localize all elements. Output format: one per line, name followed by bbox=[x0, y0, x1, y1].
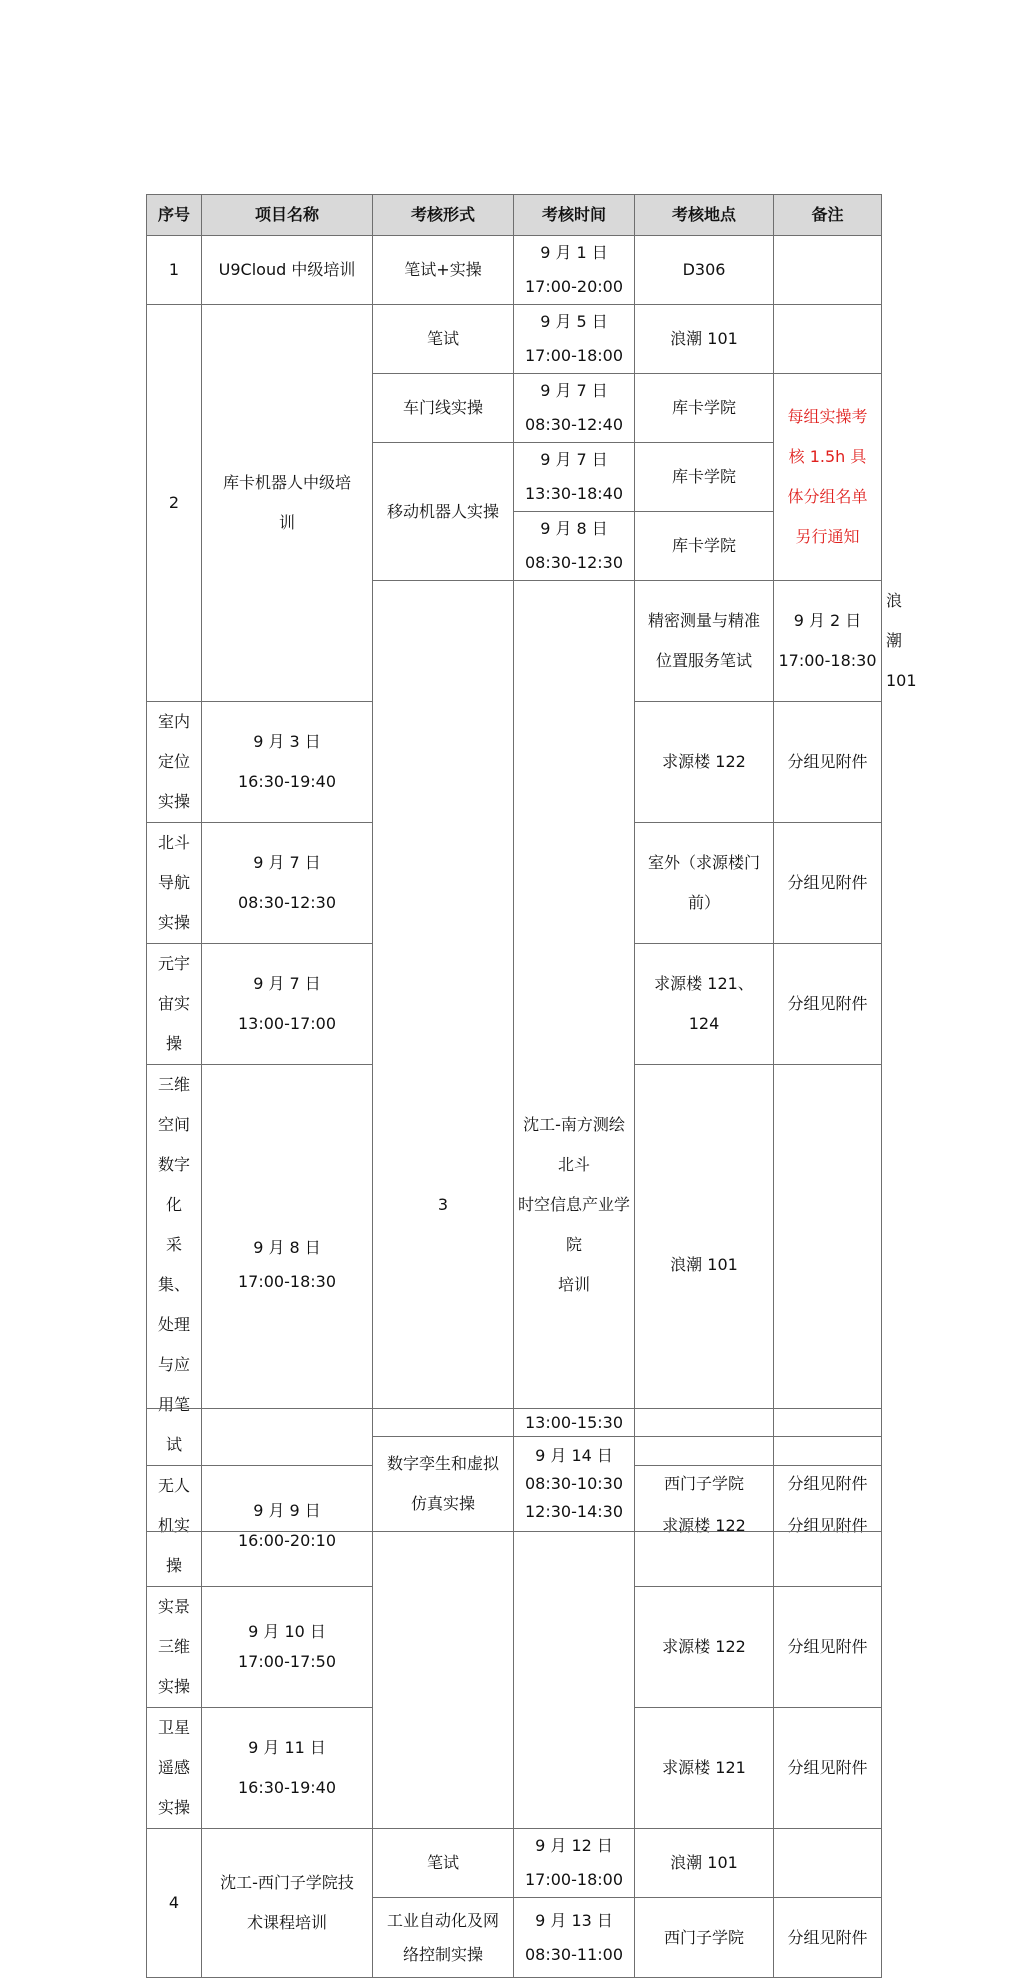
exam-schedule-table bbox=[146, 194, 917, 1978]
cell-time: 9 月 7 日 08:30-12:40 bbox=[514, 374, 635, 443]
cell-form: 卫星遥感实操 bbox=[147, 1708, 202, 1829]
header-row bbox=[147, 195, 882, 236]
cell-place: 求源楼 122 bbox=[635, 702, 774, 823]
cell-place: 求源楼 121 bbox=[635, 1708, 774, 1829]
header-project: 项目名称 bbox=[202, 195, 373, 236]
cell-note: 分组见附件 bbox=[774, 1437, 882, 1532]
cell-form: 三维空间数字化 采集、处理与应 用笔试 bbox=[147, 1065, 202, 1466]
cell-place: 西门子学院 bbox=[635, 1437, 774, 1532]
cell-note: 分组见附件 bbox=[774, 944, 882, 1065]
cell-time: 9 月 7 日 13:30-18:40 bbox=[514, 443, 635, 512]
cell-time: 9 月 7 日 08:30-12:30 bbox=[202, 823, 373, 944]
cell-note: 分组见附件 bbox=[774, 1898, 882, 1978]
cell-place: 求源楼 122 bbox=[635, 1587, 774, 1708]
table-row bbox=[147, 305, 882, 374]
cell-place: 西门子学院 bbox=[635, 1898, 774, 1978]
cell-form: 工业自动化及网 络控制实操 bbox=[373, 1898, 514, 1978]
cell-note: 分组见附件 bbox=[774, 1466, 882, 1587]
header-note: 备注 bbox=[774, 195, 882, 236]
cell-form: 精密测量与精准 位置服务笔试 bbox=[635, 581, 774, 702]
header-no: 序号 bbox=[147, 195, 202, 236]
cell-time: 9 月 10 日 17:00-17:50 bbox=[202, 1587, 373, 1708]
cell-form: 移动机器人实操 bbox=[373, 443, 514, 581]
cell-time: 13:00-15:30 bbox=[514, 1409, 635, 1437]
header-form: 考核形式 bbox=[373, 195, 514, 236]
cell-time: 9 月 12 日 17:00-18:00 bbox=[514, 1829, 635, 1898]
cell-time: 9 月 2 日 17:00-18:30 bbox=[774, 581, 882, 702]
table-row bbox=[147, 1829, 882, 1898]
cell-no: 3 bbox=[373, 581, 514, 1829]
cell-note bbox=[774, 236, 882, 305]
cell-place bbox=[635, 1409, 774, 1437]
cell-form: 笔试+实操 bbox=[373, 236, 514, 305]
cell-place: 库卡学院 bbox=[635, 374, 774, 443]
cell-time: 9 月 8 日 08:30-12:30 bbox=[514, 512, 635, 581]
cell-project bbox=[202, 1409, 373, 1532]
cell-note: 分组见附件 bbox=[774, 1708, 882, 1829]
header-time: 考核时间 bbox=[514, 195, 635, 236]
cell-place: 室外（求源楼门 前） bbox=[635, 823, 774, 944]
cell-note: 分组见附件 bbox=[774, 702, 882, 823]
cell-place: 求源楼 122 bbox=[635, 1466, 774, 1587]
cell-form bbox=[373, 1409, 514, 1437]
cell-no bbox=[147, 1409, 202, 1532]
cell-place: D306 bbox=[635, 236, 774, 305]
cell-time: 9 月 3 日 16:30-19:40 bbox=[202, 702, 373, 823]
table-row bbox=[147, 236, 882, 305]
cell-project: 沈工-南方测绘北斗 时空信息产业学院 培训 bbox=[514, 581, 635, 1829]
cell-note: 分组见附件 bbox=[774, 1587, 882, 1708]
cell-place: 求源楼 121、 124 bbox=[635, 944, 774, 1065]
cell-form: 元宇宙实操 bbox=[147, 944, 202, 1065]
cell-note bbox=[774, 1829, 882, 1898]
cell-note-highlight: 每组实操考 核 1.5h 具 体分组名单 另行通知 bbox=[774, 374, 882, 581]
exam-schedule-table-continued bbox=[146, 1408, 882, 1532]
cell-place: 浪潮 101 bbox=[635, 1829, 774, 1898]
cell-project: 沈工-西门子学院技 术课程培训 bbox=[202, 1829, 373, 1978]
cell-form: 实景三维实操 bbox=[147, 1587, 202, 1708]
table-row bbox=[147, 1409, 882, 1437]
header-place: 考核地点 bbox=[635, 195, 774, 236]
cell-time: 9 月 9 日 16:00-20:10 bbox=[202, 1466, 373, 1587]
cell-time: 9 月 11 日 16:30-19:40 bbox=[202, 1708, 373, 1829]
cell-form: 笔试 bbox=[373, 1829, 514, 1898]
cell-form: 车门线实操 bbox=[373, 374, 514, 443]
cell-project: U9Cloud 中级培训 bbox=[202, 236, 373, 305]
cell-note: 分组见附件 bbox=[774, 823, 882, 944]
cell-place: 浪潮 101 bbox=[635, 1065, 774, 1466]
cell-no: 4 bbox=[147, 1829, 202, 1978]
cell-form: 笔试 bbox=[373, 305, 514, 374]
cell-form: 北斗导航实操 bbox=[147, 823, 202, 944]
cell-time: 9 月 13 日 08:30-11:00 bbox=[514, 1898, 635, 1978]
cell-project: 库卡机器人中级培 训 bbox=[202, 305, 373, 702]
cell-time: 9 月 1 日 17:00-20:00 bbox=[514, 236, 635, 305]
cell-place: 库卡学院 bbox=[635, 512, 774, 581]
cell-no: 2 bbox=[147, 305, 202, 702]
cell-note bbox=[774, 1065, 882, 1466]
cell-note bbox=[774, 305, 882, 374]
table-row: 3 沈工-南方测绘北斗 时空信息产业学院 培训 精密测量与精准 位置服务笔试 9 月 2 日 17:00-18:30 浪潮 101 bbox=[147, 581, 882, 702]
cell-time: 9 月 14 日 08:30-10:30 12:30-14:30 bbox=[514, 1437, 635, 1532]
cell-form: 数字孪生和虚拟 仿真实操 bbox=[373, 1437, 514, 1532]
cell-place: 库卡学院 bbox=[635, 443, 774, 512]
cell-no: 1 bbox=[147, 236, 202, 305]
cell-time: 9 月 7 日 13:00-17:00 bbox=[202, 944, 373, 1065]
cell-form: 室内定位实操 bbox=[147, 702, 202, 823]
cell-time: 9 月 8 日 17:00-18:30 bbox=[202, 1065, 373, 1466]
cell-time: 9 月 5 日 17:00-18:00 bbox=[514, 305, 635, 374]
cell-place: 浪潮 101 bbox=[635, 305, 774, 374]
cell-note bbox=[774, 1409, 882, 1437]
cell-form: 无人机实操 bbox=[147, 1466, 202, 1587]
